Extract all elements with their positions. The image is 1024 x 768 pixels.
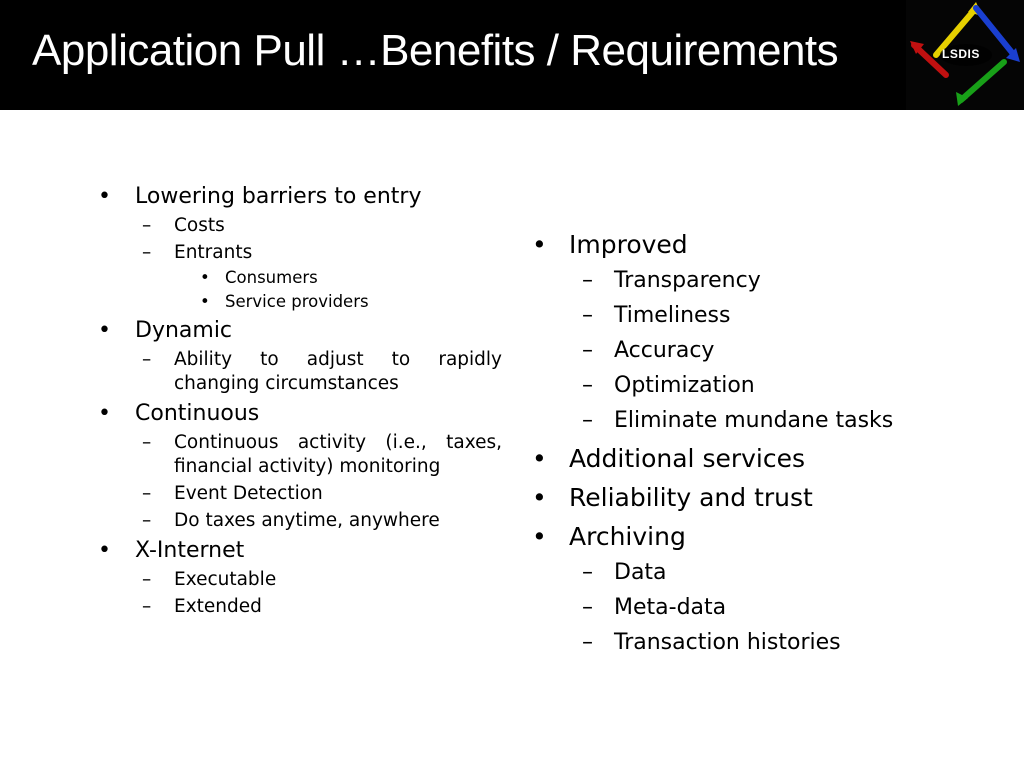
bullet-text: – Extended	[174, 596, 262, 617]
sub-bullet-item	[582, 628, 938, 658]
title-bar	[0, 0, 1024, 110]
sub-sub-bullet-item	[200, 267, 502, 289]
sub-bullet-item	[582, 266, 938, 296]
sub-bullet-item	[582, 336, 938, 366]
bullet-item	[98, 537, 502, 565]
bullet-item	[532, 521, 938, 553]
bullet-text: – Timeliness	[614, 303, 731, 328]
sub-bullet-item	[142, 431, 502, 479]
sub-bullet-item	[582, 593, 938, 623]
bullet-text: – Entrants	[174, 242, 253, 263]
sub-bullet-item	[582, 558, 938, 588]
sub-bullet-item	[142, 509, 502, 533]
bullet-text: • Archiving	[569, 522, 686, 551]
bullet-text: – Costs	[174, 215, 225, 236]
bullet-text: • Reliability and trust	[569, 483, 813, 512]
bullet-item	[98, 400, 502, 428]
sub-bullet-item	[142, 241, 502, 265]
sub-bullet-item	[582, 301, 938, 331]
sub-bullet-item	[142, 568, 502, 592]
bullet-text: • Continuous	[135, 401, 260, 426]
bullet-text: – Eliminate mundane tasks	[614, 408, 894, 433]
right-bullet-list	[532, 229, 938, 658]
bullet-text: – Ability to adjust to rapidly changing circumstances	[174, 349, 502, 394]
bullet-text: • Additional services	[569, 444, 806, 473]
sub-bullet-item	[582, 406, 938, 436]
right-column	[532, 229, 938, 658]
bullet-item	[532, 229, 938, 261]
bullet-text: – Event Detection	[174, 483, 323, 504]
sub-bullet-item	[142, 348, 502, 396]
sub-bullet-item	[142, 595, 502, 619]
bullet-text: • X-Internet	[135, 538, 245, 563]
bullet-text: – Optimization	[614, 373, 755, 398]
bullet-item	[532, 482, 938, 514]
bullet-text: – Accuracy	[614, 338, 715, 363]
bullet-text: – Data	[614, 560, 667, 585]
bullet-item	[532, 443, 938, 475]
bullet-text: • Dynamic	[135, 318, 233, 343]
lsdis-logo	[906, 0, 1024, 110]
bullet-item	[98, 183, 502, 211]
sub-sub-bullet-item	[200, 291, 502, 313]
bullet-text: – Meta-data	[614, 595, 727, 620]
bullet-text: – Transaction histories	[614, 630, 841, 655]
bullet-text: • Consumers	[225, 268, 318, 287]
sub-bullet-item	[142, 214, 502, 238]
slide-title: Application Pull …Benefits / Requirements	[32, 26, 839, 75]
logo-text: LSDIS	[942, 47, 980, 61]
bullet-text: – Continuous activity (i.e., taxes, financial activity) monitoring	[174, 432, 502, 477]
bullet-text: • Improved	[569, 230, 688, 259]
bullet-text: – Executable	[174, 569, 277, 590]
sub-bullet-item	[142, 482, 502, 506]
left-bullet-list	[98, 183, 502, 619]
bullet-text: • Lowering barriers to entry	[135, 184, 422, 209]
bullet-text: – Transparency	[614, 268, 761, 293]
left-column	[98, 183, 502, 619]
bullet-text: – Do taxes anytime, anywhere	[174, 510, 440, 531]
sub-bullet-item	[582, 371, 938, 401]
bullet-text: • Service providers	[225, 292, 369, 311]
bullet-item	[98, 317, 502, 345]
